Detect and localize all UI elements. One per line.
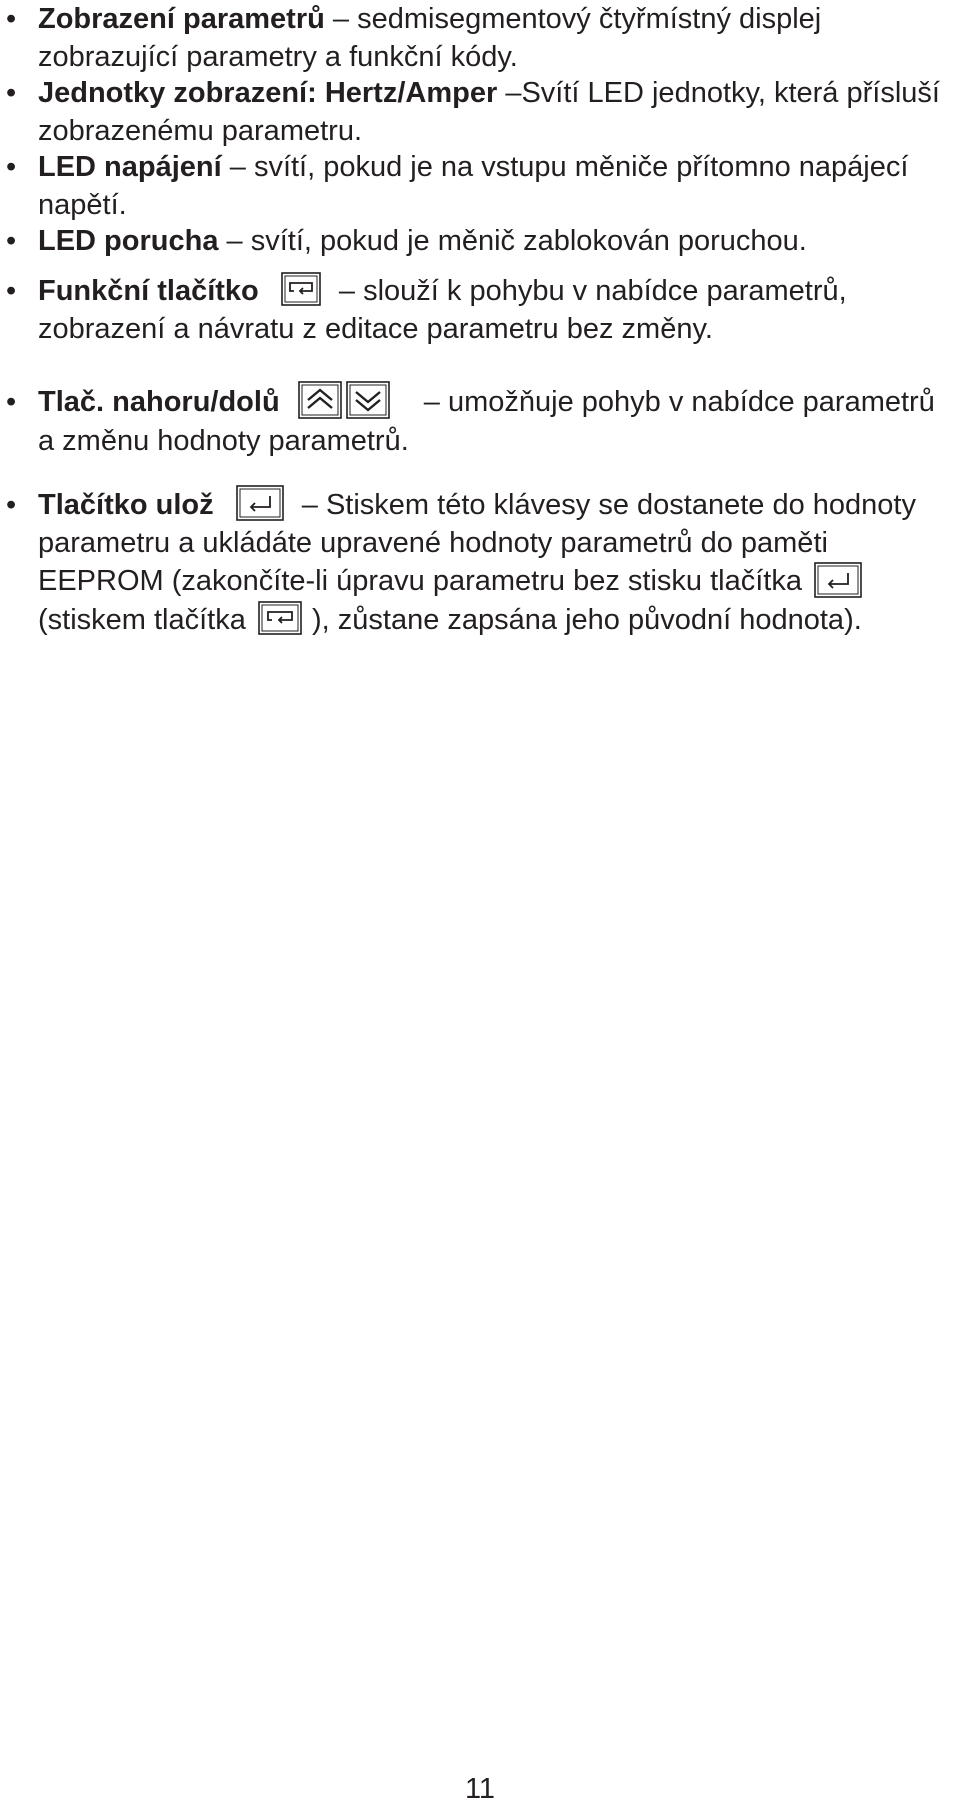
enter-arrow-key-icon <box>814 562 862 598</box>
item-text: –Svítí LED jednotky, která přísluší zobrazenému parametru. <box>38 77 940 147</box>
list-item-up-down-keys <box>6 383 958 460</box>
list-item-save-key <box>6 486 958 639</box>
item-title: Zobrazení parametrů <box>38 3 325 35</box>
item-title: Tlačítko ulož <box>38 489 214 521</box>
list-item-function-key <box>6 272 958 348</box>
bullet: • <box>6 275 17 307</box>
page-number: 11 <box>464 1773 496 1805</box>
bullet: • <box>6 225 17 257</box>
item-title: Funkční tlačítko <box>38 275 259 307</box>
list-item-units <box>6 74 958 150</box>
bullet: • <box>6 489 17 521</box>
item-text: ), zůstane zapsána jeho původní hodnota). <box>303 603 862 636</box>
item-text: – umožňuje pohyb v nabídce parametrů a změnu hodnoty parametrů. <box>38 386 935 458</box>
list-item-led-power <box>6 148 958 224</box>
bullet: • <box>6 77 17 109</box>
enter-arrow-key-icon <box>236 485 284 521</box>
item-text: – svítí, pokud je měnič zablokován poruchou. <box>218 225 807 257</box>
item-title: Jednotky zobrazení: Hertz/Amper <box>38 77 498 109</box>
bullet: • <box>6 151 17 183</box>
bullet: • <box>6 3 17 35</box>
item-title: Tlač. nahoru/dolů <box>38 386 280 418</box>
item-text: – sedmisegmentový čtyřmístný displej zobrazující parametry a funkční kódy. <box>38 3 822 73</box>
bullet: • <box>6 386 17 418</box>
item-text: – svítí, pokud je na vstupu měniče přítomno napájecí napětí. <box>38 151 909 221</box>
item-title: LED porucha <box>38 225 219 257</box>
item-text: (stiskem tlačítka <box>38 603 254 636</box>
item-title: LED napájení <box>38 151 222 183</box>
list-item-led-fault <box>6 222 958 260</box>
item-text: – Stiskem této klávesy se dostanete do hodnoty parametru a ukládáte upravené hodnoty parametrů do paměti EEPROM (zakončíte-li úpravu parametru bez stisku tlačítka <box>38 489 916 598</box>
loop-arrow-key-icon <box>281 272 321 306</box>
double-chevron-down-key-icon <box>346 381 390 419</box>
list-item-display <box>6 0 958 76</box>
double-chevron-up-key-icon <box>298 381 342 419</box>
loop-arrow-key-icon <box>258 601 302 635</box>
item-text: – slouží k pohybu v nabídce parametrů, zobrazení a návratu z editace parametru bez změny. <box>38 275 847 345</box>
